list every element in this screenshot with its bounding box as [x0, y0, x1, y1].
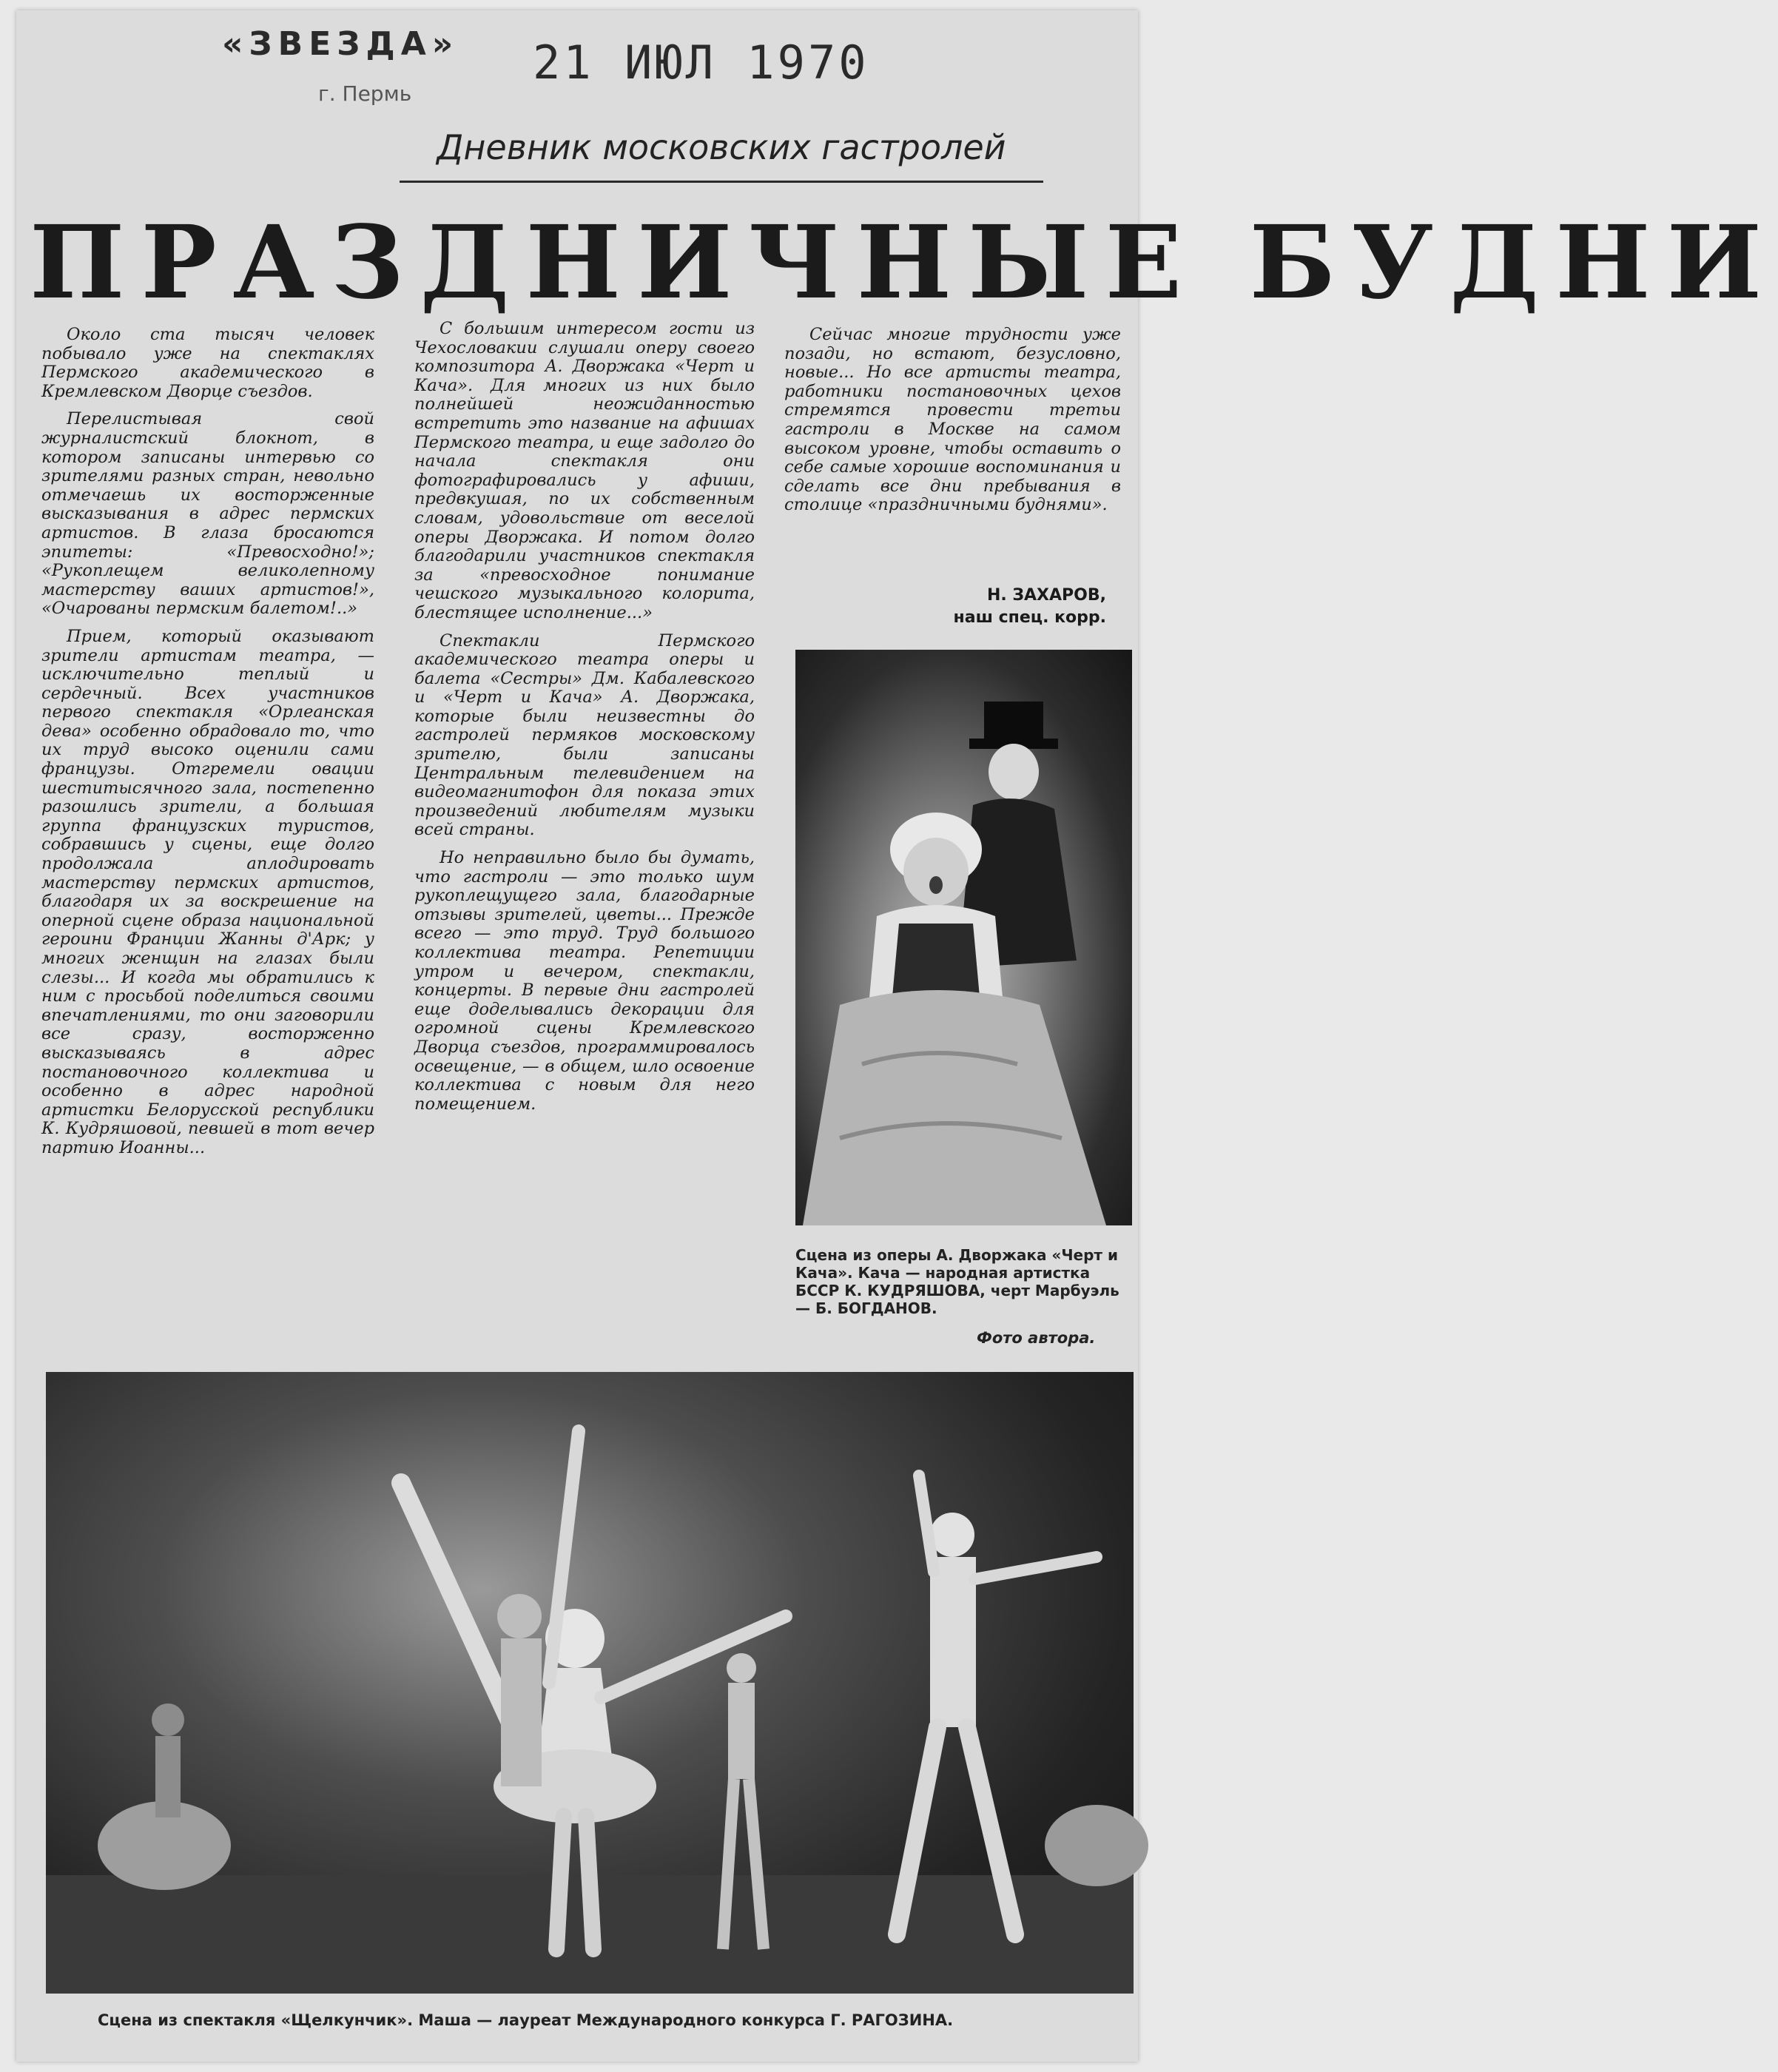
- article-headline: ПРАЗДНИЧНЫЕ БУДНИ: [30, 204, 1778, 322]
- photo-credit: Фото автора.: [977, 1329, 1096, 1347]
- paragraph: Около ста тысяч человек побывало уже на спектаклях Пермского академического в Кремлевском Дворце съездов.: [41, 325, 374, 401]
- opera-scene-photo: [795, 650, 1132, 1225]
- paragraph: Но неправильно было бы думать, что гастроли — это только шум рукоплещущего зала, благодарные отзывы зрителей, цветы... Прежде всего — это труд. Труд большого коллектива театра. Репетиции утром и вечером, спектакли, концерты. В первые дни гастролей еще доделывались декорации для огромной сцены Кремлевского Дворца съездов, программировалось освещение, — в общем, шло освоение коллектива с новым для него помещением.: [414, 848, 755, 1114]
- date-stamp: 21 ИЮЛ 1970: [533, 36, 869, 90]
- opera-photo-caption: Сцена из оперы А. Дворжака «Черт и Кача». Кача — народная артистка БССР К. КУДРЯШОВА, черт Марбуэль — Б. БОГДАНОВ.: [795, 1246, 1119, 1317]
- paragraph: Сейчас многие трудности уже позади, но встают, безусловно, новые... Но все артисты театра, работники постановочных цехов стремятся провести третьи гастроли в Москве на самом высоком уровне, чтобы оставить о себе самые хорошие воспоминания и сделать все дни пребывания в столице «праздничными буднями».: [784, 325, 1121, 515]
- newspaper-name: «ЗВЕЗДА»: [222, 25, 459, 63]
- rubric-heading: Дневник московских гастролей: [400, 127, 1043, 183]
- opera-figures-icon: [795, 650, 1132, 1225]
- paragraph: Прием, который оказывают зрители артистам театра, — исключительно теплый и сердечный. Всех участников первого спектакля «Орлеанская дева» особенно обрадовало то, что их труд высоко оценили сами французы. Отгремели овации шеститысячного зала, постепенно разошлись зрители, а большая группа французских туристов, собравшись у сцены, еще долго продолжала аплодировать мастерству пермских артистов, благодаря их за воскрешение на оперной сцене образа национальной героини Франции Жанны д'Арк; у многих женщин на глазах были слезы... И когда мы обратились к ним с просьбой поделиться своими впечатлениями, то они заговорили все сразу, восторженно высказываясь в адрес постановочного коллектива и особенно в адрес народной артистки Белорусской республики К. Кудряшовой, певшей в тот вечер партию Иоанны...: [41, 626, 374, 1157]
- ballet-photo-caption: Сцена из спектакля «Щелкунчик». Маша — лауреат Международного конкурса Г. РАГОЗИНА.: [98, 2011, 954, 2029]
- author-name: Н. ЗАХАРОВ,: [986, 586, 1106, 605]
- author-role: наш спец. корр.: [953, 608, 1106, 627]
- paragraph: Спектакли Пермского академического театра оперы и балета «Сестры» Дм. Кабалевского и «Черт и Кача» А. Дворжака, которые были неизвестны до гастролей пермяков московскому зрителю, были записаны Центральным телевидением на видеомагнитофон для показа этих произведений любителям музыки всей страны.: [414, 630, 755, 840]
- author-signature: [851, 585, 1106, 629]
- paragraph: Перелистывая свой журналистский блокнот, в котором записаны интервью со зрителями разных стран, невольно отмечаешь их восторженные высказывания в адрес пермских артистов. В глаза бросаются эпитеты: «Превосходно!»; «Рукоплещем великолепному мастерству ваших артистов!», «Очарованы пермским балетом!..»: [41, 409, 374, 619]
- city-label: г. Пермь: [318, 81, 412, 106]
- article-column-1: [41, 326, 374, 1354]
- ballet-dancers-icon: [46, 1372, 1134, 1994]
- ballet-scene-photo: [46, 1372, 1134, 1994]
- article-column-2: [414, 320, 755, 1348]
- article-column-3: [784, 326, 1121, 570]
- paragraph: С большим интересом гости из Чехословакии слушали оперу своего композитора А. Дворжака «Черт и Кача». Для многих из них было полнейшей неожиданностью встретить это название на афишах Пермского театра, и еще задолго до начала спектакля они фотографировались у афиши, предвкушая, по их собственным словам, удовольствие от веселой оперы Дворжака. И потом долго благодарили участников спектакля за «превосходное понимание чешского музыкального колорита, блестящее исполнение...»: [414, 319, 755, 622]
